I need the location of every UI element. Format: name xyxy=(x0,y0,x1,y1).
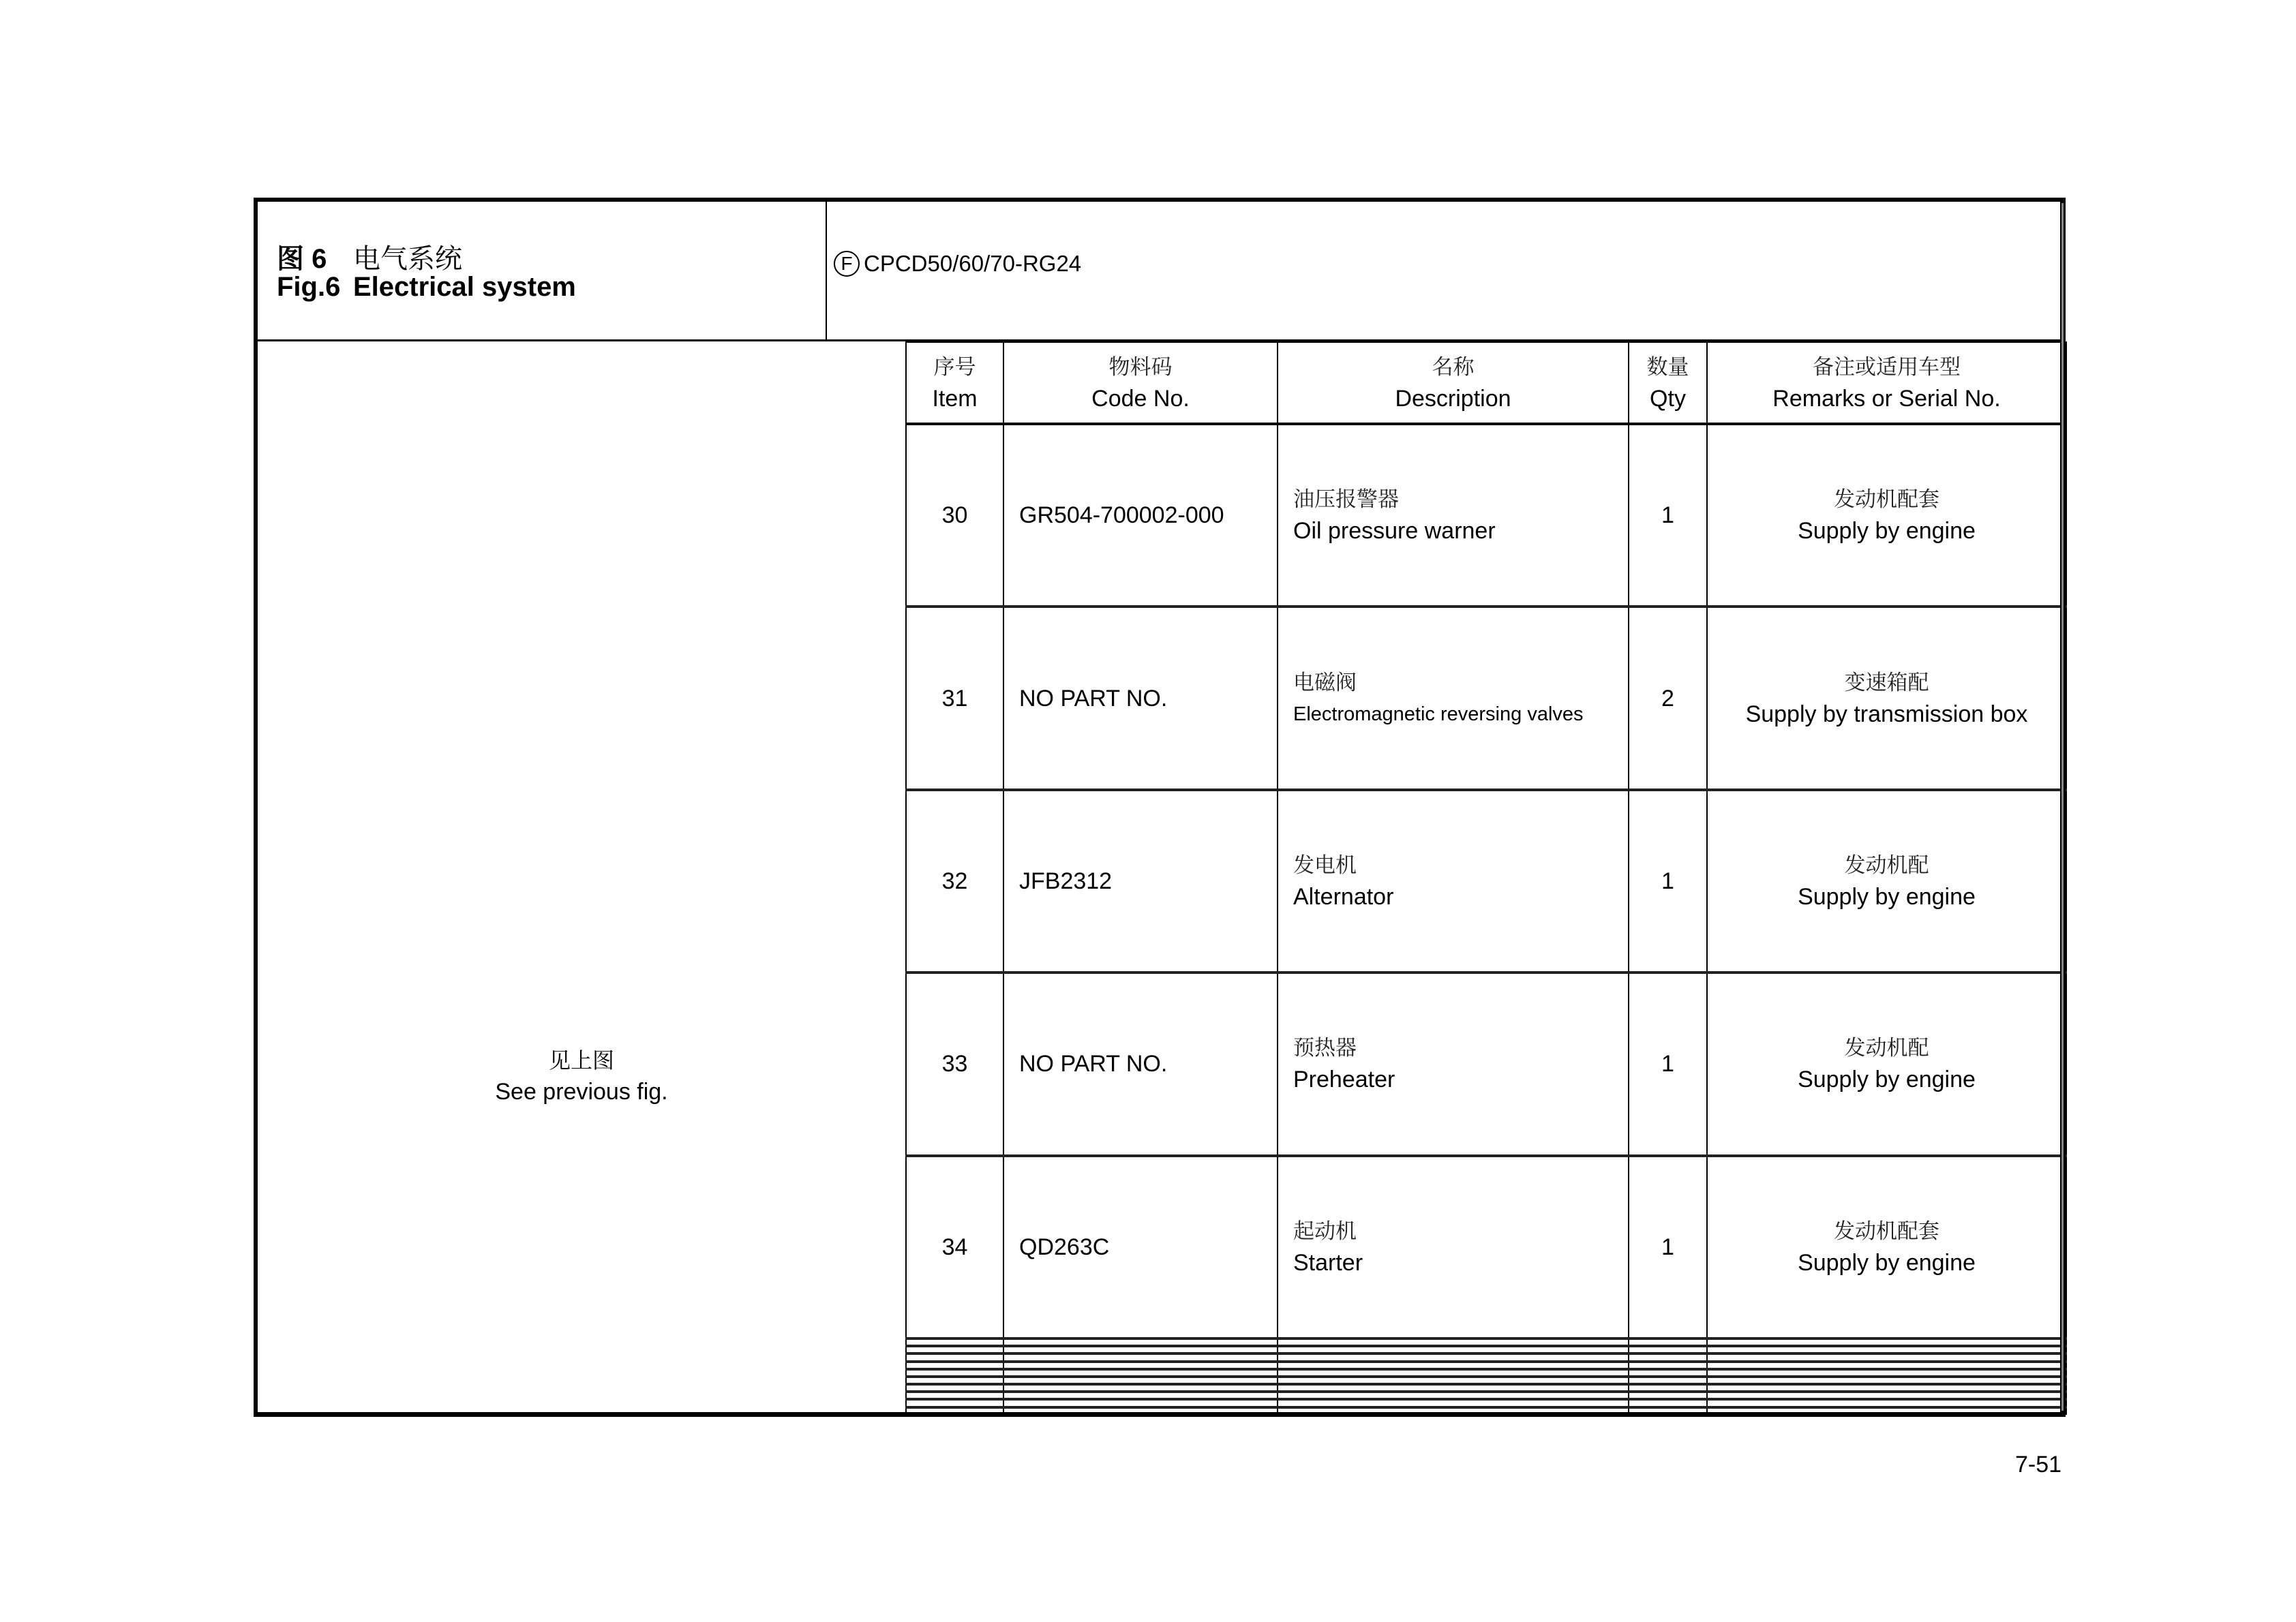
description-cell: 油压报警器 Oil pressure warner xyxy=(1278,424,1629,607)
item-cell: 31 xyxy=(906,607,1003,789)
empty-table-row xyxy=(906,1346,2066,1353)
page-number: 7-51 xyxy=(2015,1452,2062,1478)
qty-cell: 1 xyxy=(1629,790,1707,973)
empty-table-row xyxy=(906,1369,2066,1377)
figure-title-en xyxy=(277,272,576,303)
empty-table-row xyxy=(906,1338,2066,1346)
description-cell: 预热器 Preheater xyxy=(1278,973,1629,1155)
code-cell: JFB2312 xyxy=(1003,790,1278,973)
column-header-item: 序号 Item xyxy=(906,342,1003,424)
model-applicability xyxy=(834,251,1081,277)
item-cell: 33 xyxy=(906,973,1003,1155)
frame-right-border xyxy=(2060,198,2066,1416)
remarks-cell: 发动机配 Supply by engine xyxy=(1707,790,2066,973)
qty-cell: 2 xyxy=(1629,607,1707,789)
table-row xyxy=(906,1156,2066,1338)
see-previous-cn: 见上图 xyxy=(548,1047,614,1073)
description-cell: 发电机 Alternator xyxy=(1278,790,1629,973)
empty-table-row xyxy=(906,1392,2066,1399)
remarks-cell: 发动机配套 Supply by engine xyxy=(1707,424,2066,607)
code-cell: NO PART NO. xyxy=(1003,607,1278,789)
figure-title-cell xyxy=(258,202,827,339)
empty-table-row xyxy=(906,1377,2066,1384)
figure-number-en: Fig.6 xyxy=(277,272,341,302)
column-header-code: 物料码 Code No. xyxy=(1003,342,1278,424)
parts-table xyxy=(905,341,2066,1416)
figure-number-cn: 图 6 xyxy=(277,244,327,274)
column-header-description: 名称 Description xyxy=(1278,342,1629,424)
qty-cell: 1 xyxy=(1629,424,1707,607)
figure-name-en: Electrical system xyxy=(353,272,576,302)
remarks-cell: 发动机配套 Supply by engine xyxy=(1707,1156,2066,1338)
figure-name-cn: 电气系统 xyxy=(353,244,462,274)
remarks-cell: 发动机配 Supply by engine xyxy=(1707,973,2066,1155)
model-code: CPCD50/60/70-RG24 xyxy=(864,251,1082,276)
qty-cell: 1 xyxy=(1629,973,1707,1155)
sheet-header xyxy=(258,202,2066,341)
item-cell: 30 xyxy=(906,424,1003,607)
item-cell: 32 xyxy=(906,790,1003,973)
code-cell: NO PART NO. xyxy=(1003,973,1278,1155)
parts-sheet-frame xyxy=(254,198,2066,1416)
table-row xyxy=(906,424,2066,607)
frame-bottom-border xyxy=(254,1412,2066,1417)
code-cell: GR504-700002-000 xyxy=(1003,424,1278,607)
remarks-cell: 变速箱配 Supply by transmission box xyxy=(1707,607,2066,789)
empty-table-row xyxy=(906,1384,2066,1392)
item-cell: 34 xyxy=(906,1156,1003,1338)
table-row xyxy=(906,607,2066,789)
qty-cell: 1 xyxy=(1629,1156,1707,1338)
table-row xyxy=(906,973,2066,1155)
circled-f-icon: F xyxy=(834,251,860,277)
column-header-remarks: 备注或适用车型 Remarks or Serial No. xyxy=(1707,342,2066,424)
see-previous-note xyxy=(258,1045,905,1107)
description-cell: 电磁阀 Electromagnetic reversing valves xyxy=(1278,607,1629,789)
column-header-qty: 数量 Qty xyxy=(1629,342,1707,424)
figure-title-cn xyxy=(277,237,462,276)
description-cell: 起动机 Starter xyxy=(1278,1156,1629,1338)
empty-table-row xyxy=(906,1353,2066,1361)
illustration-panel xyxy=(258,341,905,1416)
see-previous-en: See previous fig. xyxy=(495,1079,668,1105)
table-header-row xyxy=(906,342,2066,424)
code-cell: QD263C xyxy=(1003,1156,1278,1338)
table-row xyxy=(906,790,2066,973)
empty-table-row xyxy=(906,1399,2066,1407)
empty-table-row xyxy=(906,1362,2066,1369)
